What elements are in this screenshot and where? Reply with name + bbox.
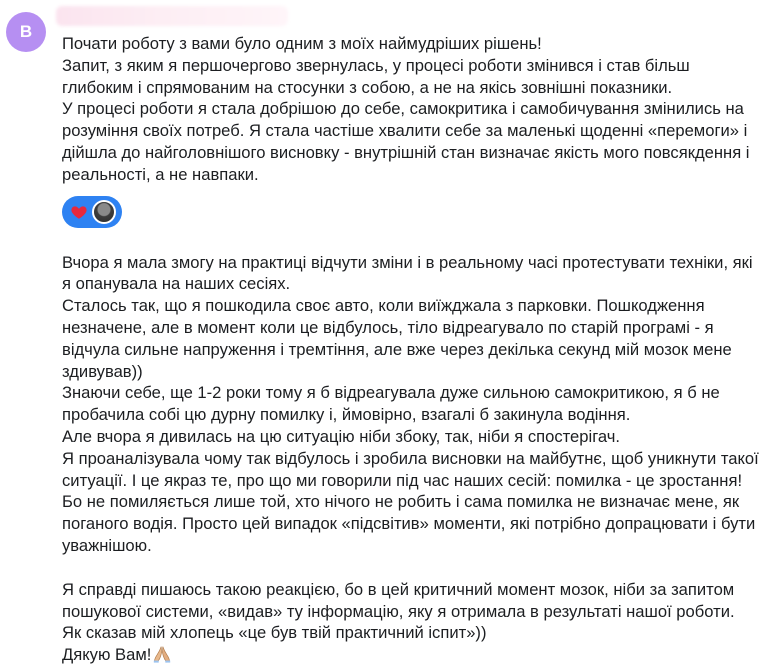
avatar-initial: B	[19, 22, 33, 41]
author-name-redacted[interactable]	[56, 6, 288, 26]
heart-icon	[70, 203, 88, 221]
post-paragraph-3-wrap	[62, 579, 762, 666]
reactor-avatar	[92, 200, 116, 224]
post-paragraph-2: Вчора я мала змогу на практиці відчути зміни і в реальному часі протестувати техніки, які я опанувала на наших сесіях. Сталось так, що я пошкодила своє авто, коли виїжджала з парковки. Пошкодження незначене, але в момент коли це відбулось, тіло відреагувало по старій програмі - я відчула сильне напруження і тремтіння, але вже через декілька секунд мій мозок мене здивував)) Знаючи себе, ще 1-2 роки тому я б відреагувала дуже сильною самокритикою, я б не пробачила собі цю дурну помилку і, ймовірно, взагалі б закинула водіння. Але вчора я дивилась на цю ситуацію ніби збоку, так, ніби я спостерігач. Я проаналізувала чому так відбулось і зробила висновки на майбутнє, щоб уникнути такої ситуації. І це якраз те, про що ми говорили під час наших сесій: помилка - це зростання! Бо не помиляється лише той, хто нічого не робить і сама помилка не визначає мене, як поганого водія. Просто цей випадок «підсвітив» моменти, які потрібно допрацювати і бути уважнішою.	[62, 252, 759, 555]
author-avatar[interactable]	[6, 12, 46, 52]
post-paragraph-3: Я справді пишаюсь такою реакцією, бо в цей критичний момент мозок, ніби за запитом пошукової системи, «видав» ту інформацію, яку я отримала в результаті нашої роботи. Як сказав мій хлопець «це був твій практичний іспит»)) Дякую Вам!	[62, 579, 735, 665]
reactions-pill[interactable]	[62, 196, 122, 228]
post-paragraph-1: Почати роботу з вами було одним з моїх наймудріших рішень! Запит, з яким я першочергово звернулась, у процесі роботи змінився і став більш глибоким і спрямованим на стосунки з собою, а не на якісь зовнішні показники. У процесі роботи я стала добрішою до себе, самокритика і самобичування змінились на розуміння своїх потреб. Я стала частіше хвалити себе за маленькі щоденні «перемоги» і дійшла до найголовнішого висновку - внутрішній стан визначає якість мого повсякдення і реальності, а не навпаки.	[62, 34, 750, 184]
prayer-hands-icon	[152, 645, 172, 663]
post-body	[62, 33, 762, 666]
